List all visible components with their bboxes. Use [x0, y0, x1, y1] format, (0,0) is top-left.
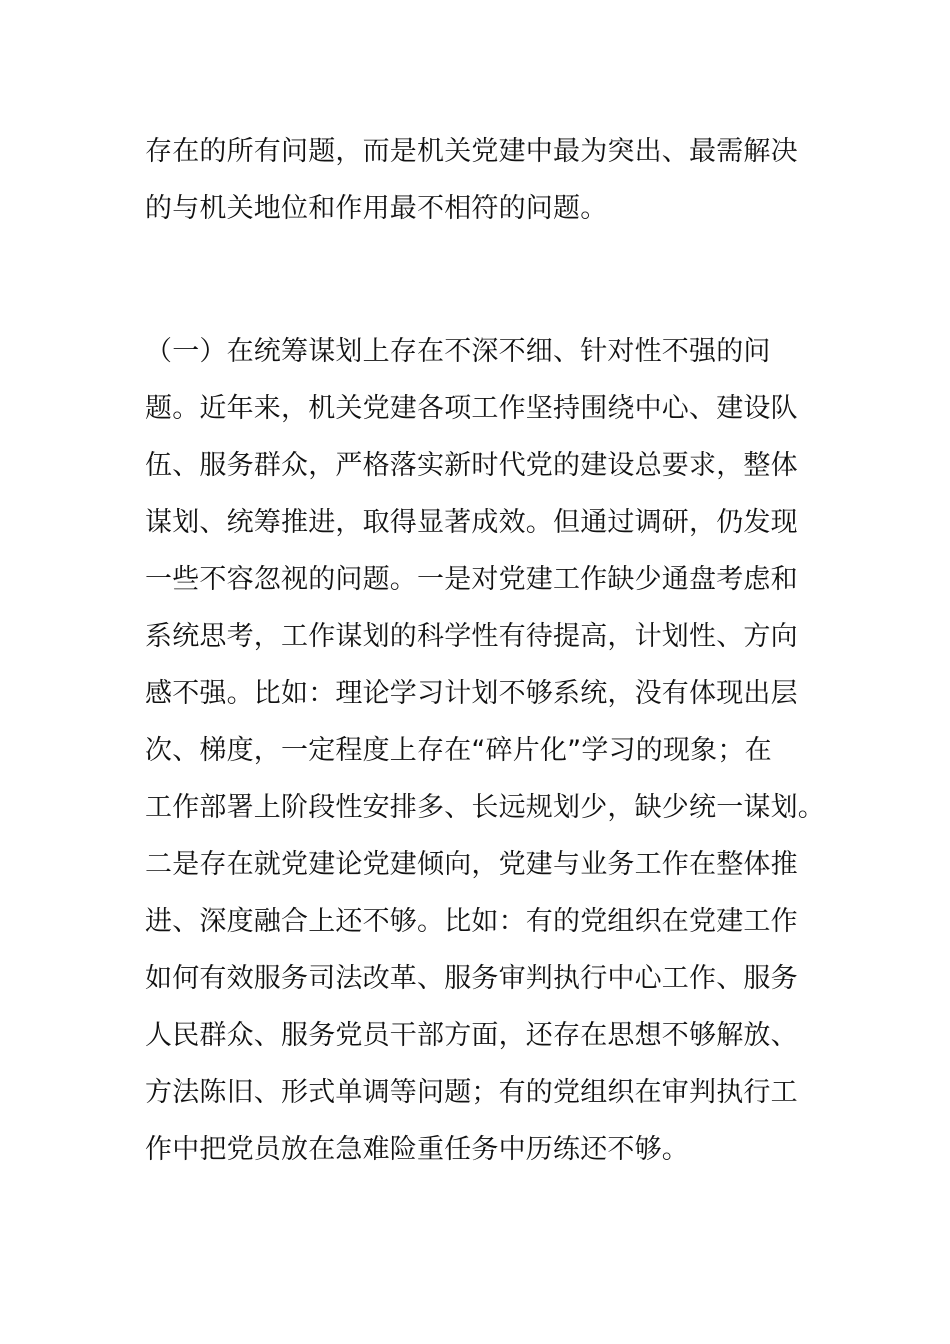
paragraph-line: 谋划、统筹推进，取得显著成效。但通过调研，仍发现 [145, 507, 798, 538]
paragraph-line: 如何有效服务司法改革、服务审判执行中心工作、服务 [145, 963, 798, 994]
paragraph-line: 感不强。比如：理论学习计划不够系统，没有体现出层 [145, 678, 798, 709]
paragraph-line: 题。近年来，机关党建各项工作坚持围绕中心、建设队 [145, 393, 798, 424]
section-heading-line: （一）在统筹谋划上存在不深不细、针对性不强的问 [145, 336, 771, 367]
paragraph-line: 伍、服务群众，严格落实新时代党的建设总要求，整体 [145, 450, 798, 481]
paragraph-line: 进、深度融合上还不够。比如：有的党组织在党建工作 [145, 906, 798, 937]
paragraph-line: 存在的所有问题，而是机关党建中最为突出、最需解决 [145, 136, 798, 167]
paragraph-line: 系统思考，工作谋划的科学性有待提高，计划性、方向 [145, 621, 798, 652]
paragraph-line: 作中把党员放在急难险重任务中历练还不够。 [145, 1134, 689, 1165]
paragraph-line: 工作部署上阶段性安排多、长远规划少，缺少统一谋划。 [145, 792, 825, 823]
paragraph-line: 二是存在就党建论党建倾向，党建与业务工作在整体推 [145, 849, 798, 880]
paragraph-line: 方法陈旧、形式单调等问题；有的党组织在审判执行工 [145, 1077, 798, 1108]
paragraph-line: 的与机关地位和作用最不相符的问题。 [145, 193, 608, 224]
paragraph-line: 人民群众、服务党员干部方面，还存在思想不够解放、 [145, 1020, 798, 1051]
paragraph-line: 次、梯度，一定程度上存在“碎片化”学习的现象；在 [145, 735, 772, 766]
paragraph-line: 一些不容忽视的问题。一是对党建工作缺少通盘考虑和 [145, 564, 798, 595]
